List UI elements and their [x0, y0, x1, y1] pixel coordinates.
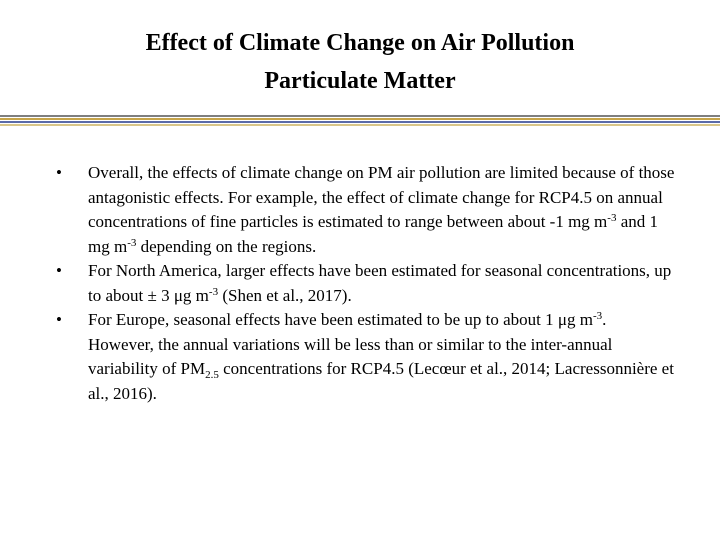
divider-line: [0, 115, 720, 117]
bullet-list: [56, 161, 676, 406]
subscript: 2.5: [205, 369, 219, 381]
bullet-text: concentrations for RCP4.5 (Lecœur et al., 2014; Lacressonnière et al., 2016).: [88, 359, 674, 403]
divider-line: [0, 118, 720, 120]
bullet-item: [56, 259, 676, 308]
title-divider: [0, 115, 720, 127]
title-line-1: Effect of Climate Change on Air Pollution: [145, 30, 575, 56]
bullet-text: depending on the regions.: [136, 236, 317, 256]
bullet-text: Overall, the effects of climate change on PM air pollution are limited because of those antagonistic effects. For example, the effect of climate change for RCP4.5 on annual concentrations of fine particles is estimated to range between about -1 mg m: [88, 163, 675, 231]
bullet-text: and 1 mg m: [88, 212, 658, 256]
divider-line: [0, 121, 720, 123]
slide-title: [0, 24, 720, 100]
bullet-text: For Europe, seasonal effects have been estimated to be up to about 1 μg m: [88, 310, 593, 329]
bullet-dot: •: [56, 261, 62, 280]
superscript: -3: [607, 212, 617, 224]
divider-line: [0, 124, 720, 126]
bullet-text: (Shen et al., 2017).: [218, 285, 352, 305]
bullet-dot: •: [56, 310, 62, 329]
superscript: -3: [592, 310, 603, 322]
bullet-item: [56, 308, 676, 406]
bullet-text: . However, the annual variations will be less than or similar to the inter-annual variability of PM: [88, 310, 613, 378]
superscript: -3: [127, 236, 137, 249]
bullet-text: For North America, larger effects have been estimated for seasonal concentrations, up to about ± 3 μg m: [88, 261, 672, 305]
bullet-dot: •: [56, 163, 62, 182]
superscript: -3: [208, 285, 219, 298]
title-line-2: Particulate Matter: [264, 68, 456, 94]
bullet-item: [56, 161, 676, 259]
